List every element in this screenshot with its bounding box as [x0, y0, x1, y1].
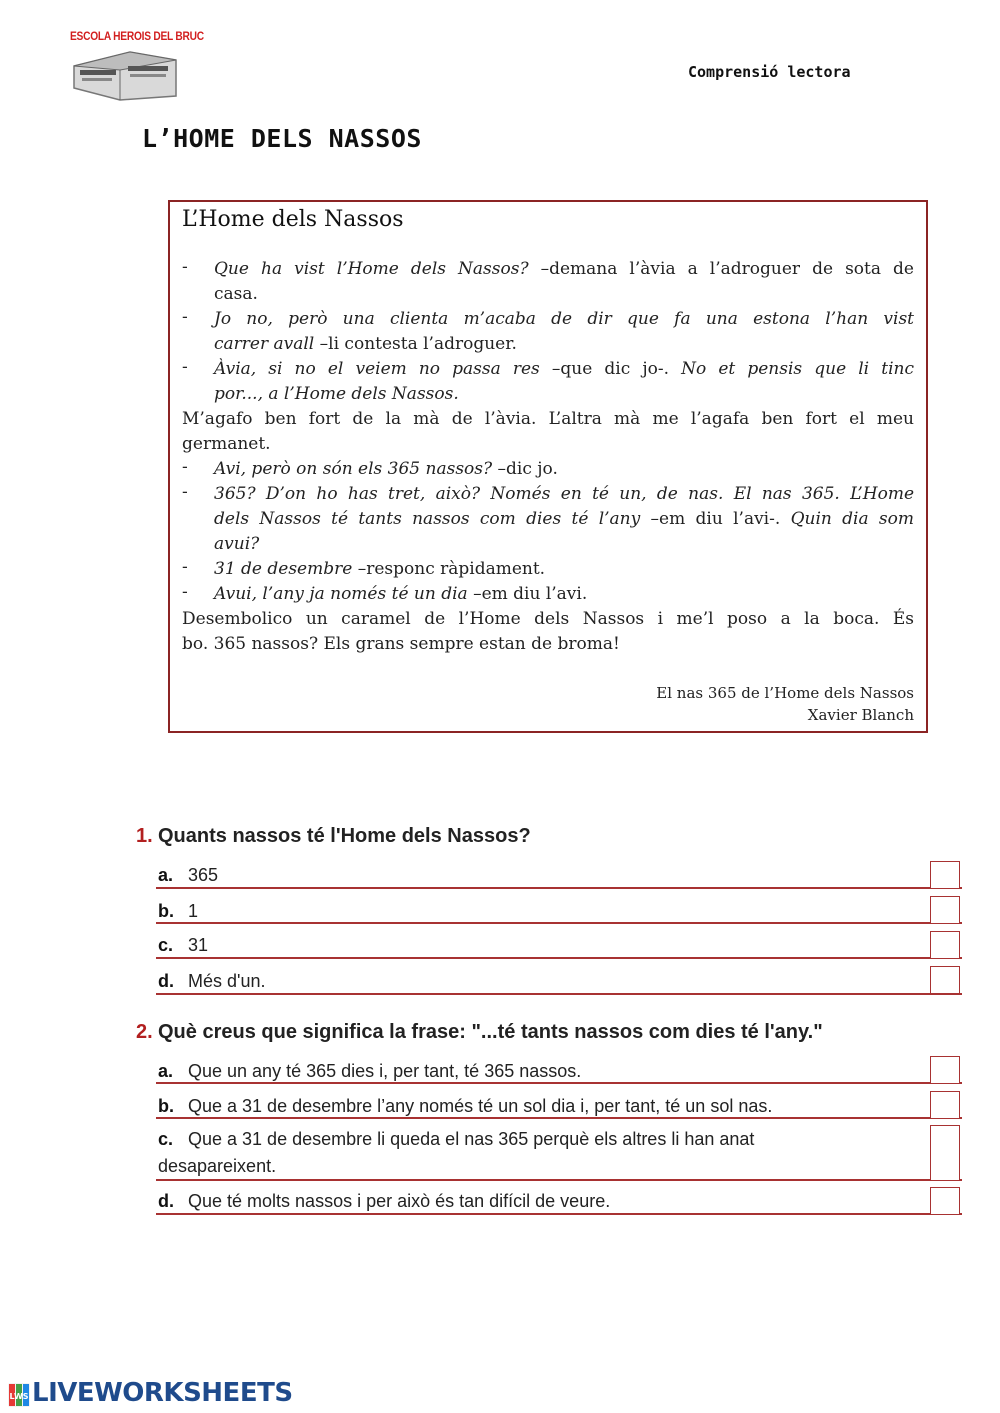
answer-checkbox[interactable]: [930, 1125, 960, 1181]
answer-checkbox[interactable]: [930, 966, 960, 994]
answer-underline: [156, 1117, 962, 1119]
dialogue-dash: -: [182, 257, 188, 277]
subject-label: Comprensió lectora: [688, 63, 851, 81]
dialogue-dash: -: [182, 582, 188, 602]
question-text: Què creus que significa la frase: "...té tants nassos com dies té l'any.": [158, 1021, 823, 1043]
story-line: Avui, l’any ja només té un dia –em diu l’avi.: [214, 584, 588, 604]
story-line: dels Nassos té tants nassos com dies té l’any –em diu l’avi-. Quin dia som: [214, 509, 914, 529]
school-logo-icon: [70, 44, 180, 102]
story-line: Jo no, però una clienta m’acaba de dir que fa una estona l’han vist: [214, 309, 914, 329]
source-title: El nas 365 de l’Home dels Nassos: [656, 684, 914, 702]
option-text: Que a 31 de desembre li queda el nas 365 perquè els altres li han anat: [188, 1129, 755, 1149]
answer-underline: [156, 1179, 962, 1181]
svg-text:LWS: LWS: [9, 1392, 29, 1401]
story-line: Que ha vist l’Home dels Nassos? –demana l’àvia a l’adroguer de sota de: [214, 259, 914, 279]
option-letter: b.: [158, 1096, 174, 1116]
option-letter: a.: [158, 1061, 174, 1081]
story-line: carrer avall –li contesta l’adroguer.: [214, 334, 517, 354]
answer-underline: [156, 887, 962, 889]
story-line: por..., a l’Home dels Nassos.: [214, 384, 459, 404]
dialogue-dash: -: [182, 482, 188, 502]
brand-badge-icon: [8, 1383, 30, 1407]
dialogue-dash: -: [182, 357, 188, 377]
story-line: casa.: [214, 284, 258, 304]
option-letter: d.: [158, 1191, 174, 1211]
option-text: Que té molts nassos i per això és tan difícil de veure.: [188, 1191, 611, 1211]
answer-checkbox[interactable]: [930, 1187, 960, 1215]
story-line: germanet.: [182, 434, 271, 454]
option-text: 1: [188, 901, 199, 921]
answer-underline: [156, 993, 962, 995]
answer-checkbox[interactable]: [930, 896, 960, 924]
answer-checkbox[interactable]: [930, 1056, 960, 1084]
option-text: 31: [188, 935, 209, 955]
story-line: Avi, però on són els 365 nassos? –dic jo.: [214, 459, 558, 479]
story-line: Desembolico un caramel de l’Home dels Nassos i me’l poso a la boca. És: [182, 609, 914, 629]
option-text-continued: desapareixent.: [158, 1156, 277, 1176]
option-text: Més d'un.: [188, 971, 266, 991]
answer-checkbox[interactable]: [930, 931, 960, 959]
story-line: bo. 365 nassos? Els grans sempre estan de broma!: [182, 634, 620, 654]
option-letter: d.: [158, 971, 174, 991]
question-number: 1.: [136, 825, 153, 847]
option-letter: a.: [158, 865, 174, 885]
dialogue-dash: -: [182, 457, 188, 477]
story-title: L’Home dels Nassos: [182, 207, 404, 232]
story-line: 31 de desembre –responc ràpidament.: [214, 559, 546, 579]
option-letter: c.: [158, 935, 174, 955]
answer-underline: [156, 922, 962, 924]
answer-underline: [156, 1082, 962, 1084]
option-letter: b.: [158, 901, 174, 921]
school-name: ESCOLA HEROIS DEL BRUC: [70, 29, 204, 43]
answer-checkbox[interactable]: [930, 861, 960, 889]
option-letter: c.: [158, 1129, 174, 1149]
story-line: 365? D’on ho has tret, això? Només en té un, de nas. El nas 365. L’Home: [214, 484, 914, 504]
brand-name[interactable]: LIVEWORKSHEETS: [32, 1378, 293, 1408]
question-text: Quants nassos té l'Home dels Nassos?: [158, 825, 531, 847]
story-line: avui?: [214, 534, 260, 554]
option-text: 365: [188, 865, 219, 885]
story-line: M’agafo ben fort de la mà de l’àvia. L’altra mà me l’agafa ben fort el meu: [182, 409, 914, 429]
source-author: Xavier Blanch: [807, 706, 914, 724]
answer-underline: [156, 957, 962, 959]
answer-underline: [156, 1213, 962, 1215]
story-line: Àvia, si no el veiem no passa res –que dic jo-. No et pensis que li tinc: [214, 359, 914, 379]
answer-checkbox[interactable]: [930, 1091, 960, 1119]
dialogue-dash: -: [182, 557, 188, 577]
question-number: 2.: [136, 1021, 153, 1043]
page-title: L’HOME DELS NASSOS: [142, 124, 422, 153]
option-text: Que a 31 de desembre l’any només té un sol dia i, per tant, té un sol nas.: [188, 1096, 773, 1116]
option-text: Que un any té 365 dies i, per tant, té 365 nassos.: [188, 1061, 582, 1081]
dialogue-dash: -: [182, 307, 188, 327]
